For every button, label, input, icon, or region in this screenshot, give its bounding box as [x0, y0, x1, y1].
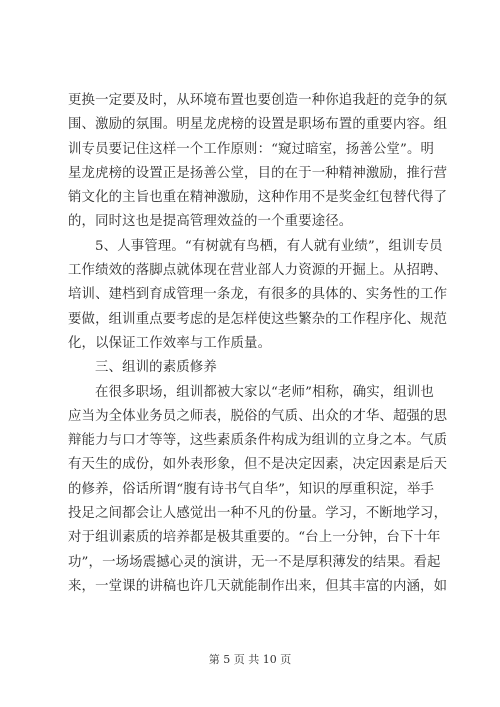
text-line: 更换一定要及时，从环境布置也要创造一种你追我赶的竞争的氛 [68, 93, 448, 108]
text-line: 训专员要记住这样一个工作原则：“窥过暗室，扬善公堂”。明 [68, 141, 435, 157]
text-line: 投足之间都会让人感觉出一种不凡的份量。学习，不断地学习， [68, 506, 448, 522]
text-line: 销文化的主旨也重在精神激励，这种作用不是奖金红包替代得了 [68, 190, 448, 206]
text-line: 的，同时这也是提高管理效益的一个重要途径。 [68, 214, 353, 230]
text-line: 来，一堂课的讲稿也许几天就能制作出来，但其丰富的内涵，如 [68, 578, 448, 594]
text-line: 围、激励的氛围。明星龙虎榜的设置是职场布置的重要内容。组 [68, 117, 448, 133]
body-text [68, 89, 448, 599]
text-line: 有天生的成份，如外表形象，但不是决定因素，决定因素是后天 [68, 457, 448, 473]
text-line: 化，以保证工作效率与工作质量。 [68, 335, 272, 351]
paragraph-start-line: 5、人事管理。“有树就有鸟栖，有人就有业绩”，组训专员 [95, 238, 443, 254]
text-line: 要做，组训重点要考虑的是怎样使这些繁杂的工作程序化、规范 [68, 311, 448, 327]
text-line: 的修养，俗话所谓“腹有诗书气自华”，知识的厚重积淀，举手 [68, 481, 435, 497]
text-line: 功”，一场场震撼心灵的演讲，无一不是厚积薄发的结果。看起 [68, 554, 441, 570]
text-line: 培训、建档到育成管理一条龙，有很多的具体的、实务性的工作 [68, 287, 448, 303]
text-line: 对于组训素质的培养都是极其重要的。“台上一分钟，台下十年 [68, 530, 441, 546]
text-line: 辩能力与口才等等，这些素质条件构成为组训的立身之本。气质 [68, 433, 448, 449]
paragraph-start-line: 在很多职场，组训都被大家以“老师”相称，确实，组训也 [95, 384, 434, 400]
page-footer: 第 5 页 共 10 页 [208, 653, 292, 666]
text-line: 星龙虎榜的设置正是扬善公堂，目的在于一种精神激励，推行营 [68, 165, 448, 181]
text-line: 工作绩效的落脚点就体现在营业部人力资源的开掘上。从招聘、 [68, 263, 448, 279]
section-heading: 三、组训的素质修养 [95, 360, 217, 376]
text-line: 应当为全体业务员之师表，脱俗的气质、出众的才华、超强的思 [68, 408, 448, 424]
